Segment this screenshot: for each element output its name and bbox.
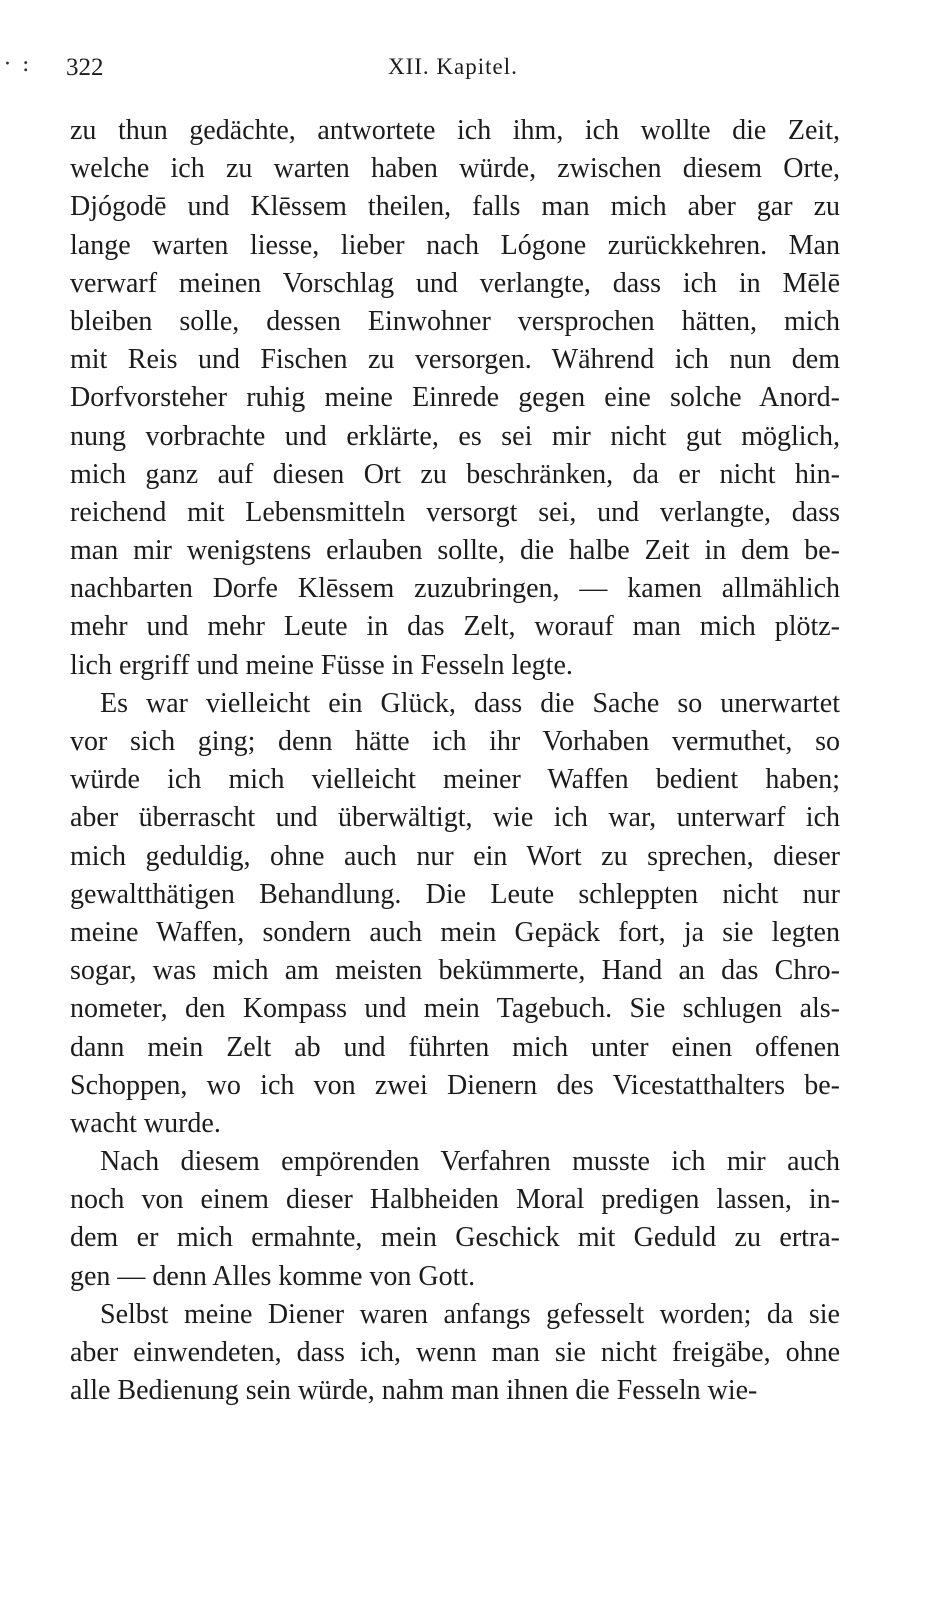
text-line: reichend mit Lebensmitteln versorgt sei, und verlangte, dass (70, 496, 840, 528)
margin-marks: · : (4, 52, 32, 77)
paragraph (70, 112, 840, 685)
text-line: man mir wenigstens erlauben sollte, die halbe Zeit in dem be- (70, 535, 840, 567)
text-line: wacht wurde. (70, 1107, 221, 1139)
text-line: Dorfvorsteher ruhig meine Einrede gegen eine solche Anord- (70, 382, 840, 414)
text-line: vor sich ging; denn hätte ich ihr Vorhaben vermuthet, so (70, 726, 840, 757)
text-line: Es war vielleicht ein Glück, dass die Sache so unerwartet (100, 687, 840, 719)
text-line: dem er mich ermahnte, mein Geschick mit Geduld zu ertra- (70, 1222, 840, 1254)
text-line: meine Waffen, sondern auch mein Gepäck fort, ja sie legten (70, 916, 840, 948)
text-line: Nach diesem empörenden Verfahren musste ich mir auch (100, 1146, 840, 1178)
text-line: mich geduldig, ohne auch nur ein Wort zu sprechen, dieser (70, 840, 840, 872)
text-line: Selbst meine Diener waren anfangs gefesselt worden; da sie (100, 1298, 840, 1330)
paragraph (70, 1143, 840, 1296)
text-line: würde ich mich vielleicht meiner Waffen bedient haben; (70, 764, 840, 796)
text-line: verwarf meinen Vorschlag und verlangte, dass ich in Mēlē (70, 267, 840, 299)
text-line: Djógodē und Klēssem theilen, falls man mich aber gar zu (70, 191, 840, 223)
text-line: Schoppen, wo ich von zwei Dienern des Vicestatthalters be- (70, 1069, 840, 1101)
body-text (70, 112, 840, 1410)
text-line: sogar, was mich am meisten bekümmerte, Hand an das Chro- (70, 955, 840, 987)
page-number: 322 (66, 54, 104, 81)
text-line: lange warten liesse, lieber nach Lógone zurückkehren. Man (70, 229, 840, 261)
text-line: aber einwendeten, dass ich, wenn man sie nicht freigäbe, ohne (70, 1337, 840, 1368)
page-header (66, 54, 866, 94)
text-line: mit Reis und Fischen zu versorgen. Während ich nun dem (70, 344, 840, 376)
text-line: mich ganz auf diesen Ort zu beschränken, da er nicht hin- (70, 458, 840, 490)
text-line: aber überrascht und überwältigt, wie ich war, unterwarf ich (70, 802, 840, 834)
running-head: XII. Kapitel. (388, 54, 518, 79)
text-line: nung vorbrachte und erklärte, es sei mir nicht gut möglich, (70, 420, 840, 452)
text-line: gen — denn Alles komme von Gott. (70, 1260, 476, 1292)
paragraph (70, 685, 840, 1143)
text-line: alle Bedienung sein würde, nahm man ihnen die Fesseln wie- (70, 1375, 758, 1407)
text-line: zu thun gedächte, antwortete ich ihm, ich wollte die Zeit, (70, 115, 840, 146)
text-line: lich ergriff und meine Füsse in Fesseln legte. (70, 649, 573, 681)
paragraph (70, 1296, 840, 1411)
text-line: gewaltthätigen Behandlung. Die Leute schleppten nicht nur (70, 878, 840, 910)
text-line: dann mein Zelt ab und führten mich unter einen offenen (70, 1031, 840, 1063)
text-line: nachbarten Dorfe Klēssem zuzubringen, — kamen allmählich (70, 573, 840, 605)
text-line: nometer, den Kompass und mein Tagebuch. Sie schlugen als- (70, 993, 840, 1025)
text-line: noch von einem dieser Halbheiden Moral predigen lassen, in- (70, 1184, 840, 1216)
text-line: welche ich zu warten haben würde, zwischen diesem Orte, (70, 153, 840, 185)
text-line: bleiben solle, dessen Einwohner versprochen hätten, mich (70, 305, 840, 337)
text-line: mehr und mehr Leute in das Zelt, worauf man mich plötz- (70, 611, 840, 643)
